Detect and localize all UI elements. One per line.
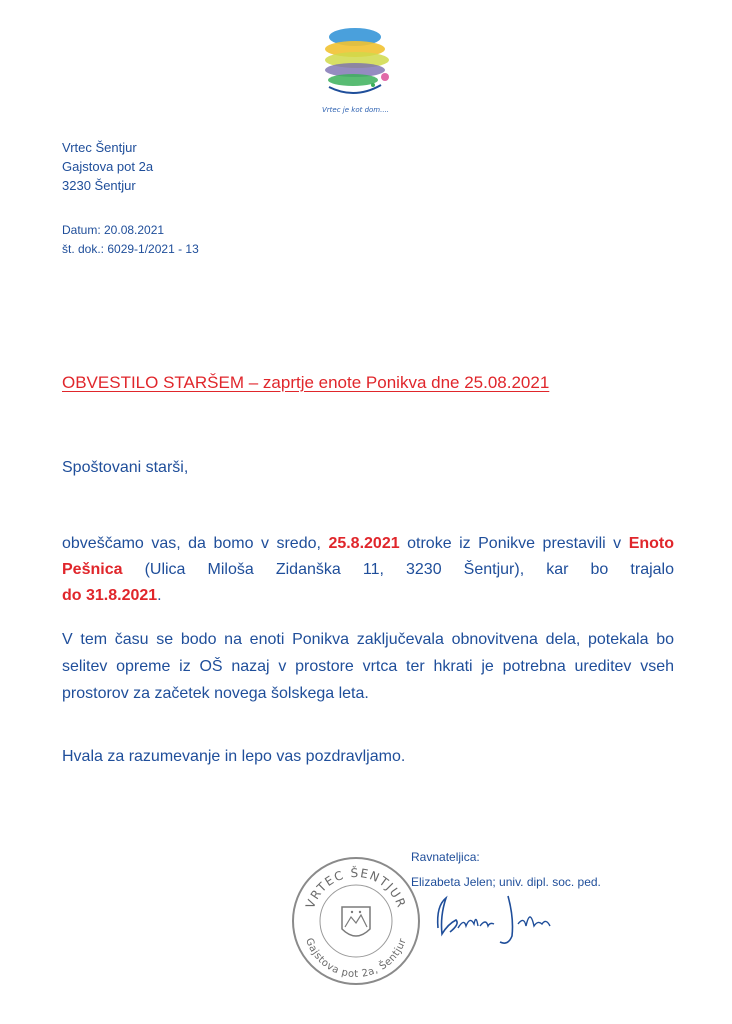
paragraph-relocation <box>62 531 674 609</box>
p1-last-line <box>62 583 674 609</box>
p1-unit-name: Enoto Pešnica <box>62 535 675 578</box>
signatory-name: Elizabeta Jelen; univ. dipl. soc. ped. <box>411 875 601 889</box>
p1-start-date: 25.8.2021 <box>328 535 400 552</box>
document-meta <box>62 221 199 259</box>
sender-address <box>62 138 153 195</box>
paragraph-renovation: V tem času se bodo na enoti Ponikva zaključevala obnovitvena dela, potekala bo selitev opreme iz OŠ nazaj v prostore vrtca ter hkrati je potrebna ureditev vseh prostorov za začetek novega šolskega leta. <box>62 631 674 702</box>
p1-text-1: obveščamo vas, da bomo v sredo, <box>62 535 329 552</box>
coat-of-arms-icon <box>342 907 370 936</box>
p1-text-2: otroke iz Ponikve prestavili v <box>399 535 629 552</box>
notice-title: OBVESTILO STARŠEM – zaprtje enote Ponikva dne 25.08.2021 <box>62 373 550 392</box>
stamp-bottom-text: Gajstova pot 2a, Šentjur <box>303 936 409 981</box>
logo-tagline: Vrtec je kot dom.... <box>322 106 390 114</box>
sender-street: Gajstova pot 2a <box>62 159 154 174</box>
handwritten-signature <box>430 888 560 950</box>
p1-text-3: (Ulica Miloša Zidanška 11, 3230 Šentjur), kar bo trajalo <box>122 561 674 578</box>
svg-text:Gajstova pot 2a, Šentjur <box>303 937 409 980</box>
svg-text:VRTEC ŠENTJUR <box>303 865 409 910</box>
greeting: Spoštovani starši, <box>62 459 189 476</box>
sender-city: 3230 Šentjur <box>62 178 136 193</box>
document-date: Datum: 20.08.2021 <box>62 223 165 237</box>
signatory-role: Ravnateljica: <box>411 850 480 864</box>
official-stamp <box>290 855 422 987</box>
p1-text-4: . <box>157 587 162 604</box>
closing-line: Hvala za razumevanje in lepo vas pozdravljamo. <box>62 748 406 765</box>
stamp-top-text: VRTEC ŠENTJUR <box>303 865 409 911</box>
p1-end-date: do 31.8.2021 <box>62 587 158 604</box>
sender-name: Vrtec Šentjur <box>62 140 137 155</box>
document-number: št. dok.: 6029-1/2021 - 13 <box>62 242 199 256</box>
